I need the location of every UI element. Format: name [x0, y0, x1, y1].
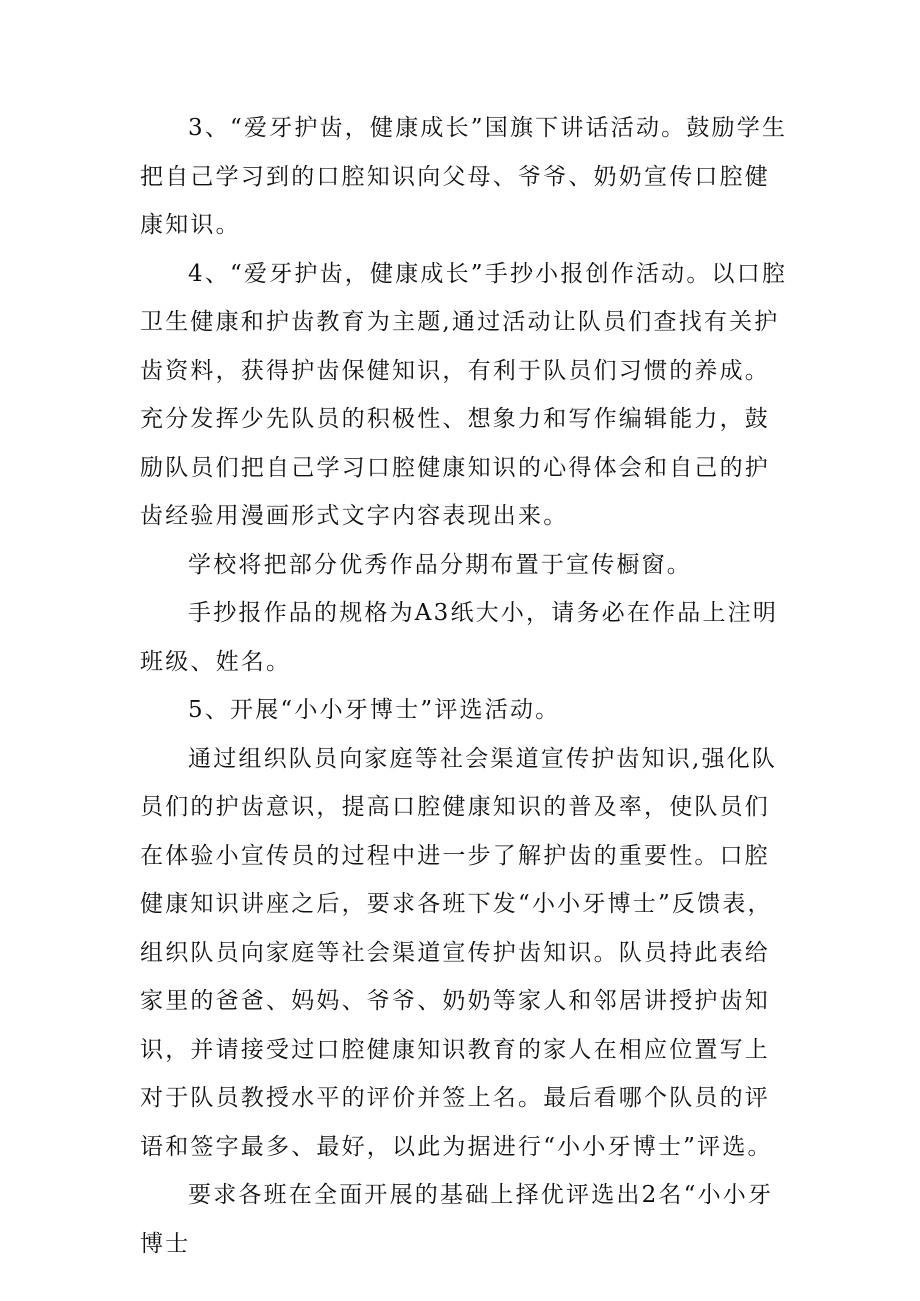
paragraph-activity-4: 4、“爱牙护齿，健康成长”手抄小报创作活动。以口腔卫生健康和护齿教育为主题,通过活动让队员们查找有关护齿资料，获得护齿保健知识，有利于队员们习惯的养成。充分发挥少先队员的积极性、想象力和写作编辑能力，鼓励队员们把自己学习口腔健康知识的心得体会和自己的护齿经验用漫画形式文字内容表现出来。 — [140, 260, 788, 529]
paragraph-activity-5: 5、开展“小小牙博士”评选活动。 — [188, 697, 561, 723]
paragraph-activity-3: 3、“爱牙护齿，健康成长”国旗下讲话活动。鼓励学生把自己学习到的口腔知识向父母、爷爷、奶奶宣传口腔健康知识。 — [140, 115, 788, 238]
document-body — [140, 104, 790, 1268]
paragraph-activity-5-details: 通过组织队员向家庭等社会渠道宣传护齿知识,强化队员们的护齿意识，提高口腔健康知识的普及率，使队员们在体验小宣传员的过程中进一步了解护齿的重要性。口腔健康知识讲座之后，要求各班下发“小小牙博士”反馈表，组织队员向家庭等社会渠道宣传护齿知识。队员持此表给家里的爸爸、妈妈、爷爷、奶奶等家人和邻居讲授护齿知识，并请接受过口腔健康知识教育的家人在相应位置写上对于队员教授水平的评价并签上名。最后看哪个队员的评语和签字最多、最好，以此为据进行“小小牙博士”评选。 — [140, 745, 778, 1160]
paragraph-format-note: 手抄报作品的规格为A3纸大小，请务必在作品上注明班级、姓名。 — [140, 600, 779, 675]
paragraph-selection-requirement: 要求各班在全面开展的基础上择优评选出2名“小小牙博士 — [140, 1182, 774, 1257]
paragraph-display-note: 学校将把部分优秀作品分期布置于宣传橱窗。 — [188, 551, 692, 578]
